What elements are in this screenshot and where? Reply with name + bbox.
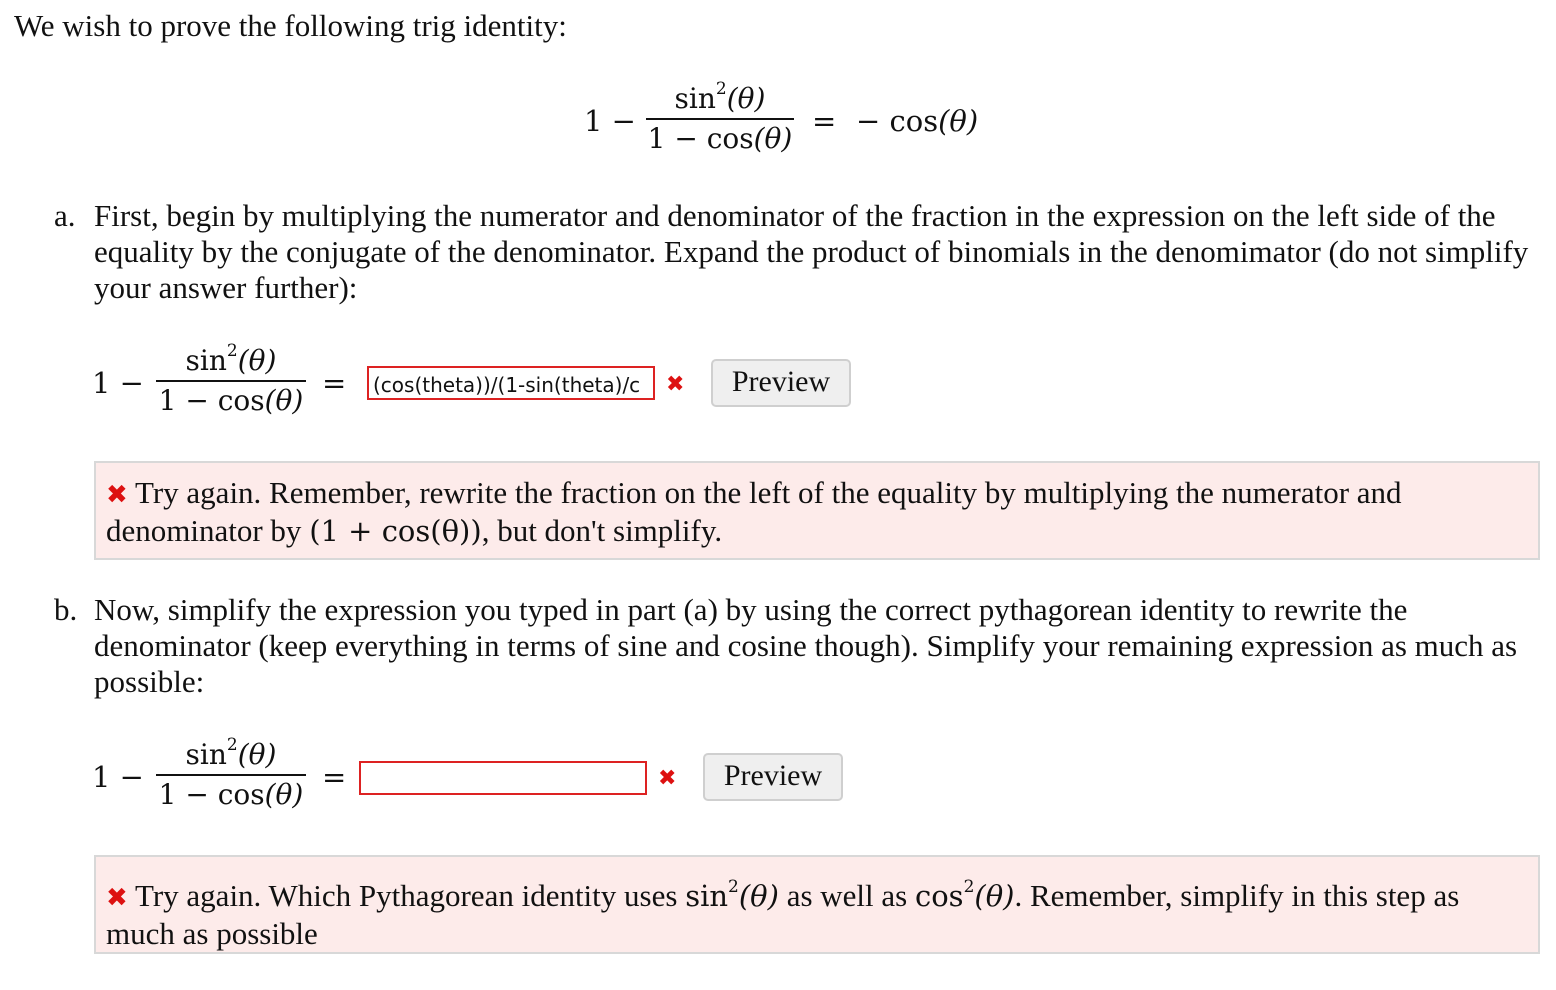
part-a-feedback: ✖ Try again. Remember, rewrite the fraction on the left of the equality by multiplying the numerator and denominator by (1 + cos(θ)), but don't simplify.: [94, 461, 1540, 560]
part-b-incorrect-icon: ✖: [658, 766, 677, 791]
feedback-x-icon: ✖: [106, 480, 128, 510]
part-b-preview-button[interactable]: Preview: [703, 753, 843, 801]
part-a-answer-input[interactable]: (cos(theta))/(1-sin(theta)/c: [367, 366, 655, 400]
part-b-question: Now, simplify the expression you typed in part (a) by using the correct pythagorean identity to rewrite the denominator (keep everything in terms of sine and cosine though). Simplify your remaining expression as much as possible:: [94, 592, 1518, 699]
part-a-question: First, begin by multiplying the numerator and denominator of the fraction in the expression on the left side of the equality by the conjugate of the denominator. Expand the product of binomials in the denomimator (do not simplify your answer further):: [94, 198, 1529, 305]
part-a-fraction: $\sin^2(\theta)$ 1 − cos(θ): [156, 334, 306, 418]
identity-fraction: [646, 72, 794, 156]
identity-rhs: − cos(θ): [856, 104, 979, 138]
part-b-fraction: $\sin^2(\theta)$ 1 − cos(θ): [156, 728, 306, 812]
identity-denominator: 1 − cos(θ): [647, 121, 793, 155]
part-a-incorrect-icon: ✖: [666, 372, 685, 397]
part-b-equals: =: [322, 760, 347, 794]
part-b-one: 1 −: [92, 760, 144, 794]
part-b-feedback-text: Try again. Which Pythagorean identity uses: [135, 878, 686, 913]
identity-equals: =: [812, 104, 837, 138]
part-a-feedback-math: (1 + cos(θ)): [309, 514, 482, 548]
part-b-marker: b.: [54, 592, 78, 627]
part-b-feedback: ✖ Try again. Which Pythagorean identity uses $\sin^2(\theta)$ as well as $\cos^2(\theta)$. Remember, simplify in this step as much as possible: [94, 855, 1540, 954]
part-b-answer-input[interactable]: [359, 761, 647, 795]
part-a-feedback-text: Try again. Remember, rewrite the fraction on the left of the equality by multiplying the numerator and denominator by: [106, 475, 1402, 548]
identity-one: 1 −: [584, 104, 636, 138]
feedback-cos-math: $\cos^2(\theta)$: [914, 877, 1015, 913]
feedback-x-icon: ✖: [106, 883, 128, 913]
intro-text: We wish to prove the following trig identity:: [14, 8, 567, 43]
part-a-equals: =: [322, 366, 347, 400]
identity-numerator: $\sin^2(\theta)$: [674, 79, 766, 115]
part-a-one: 1 −: [92, 366, 144, 400]
part-a-preview-button[interactable]: Preview: [711, 359, 851, 407]
part-a-marker: a.: [54, 198, 76, 233]
feedback-sin-math: $\sin^2(\theta)$: [685, 877, 779, 913]
